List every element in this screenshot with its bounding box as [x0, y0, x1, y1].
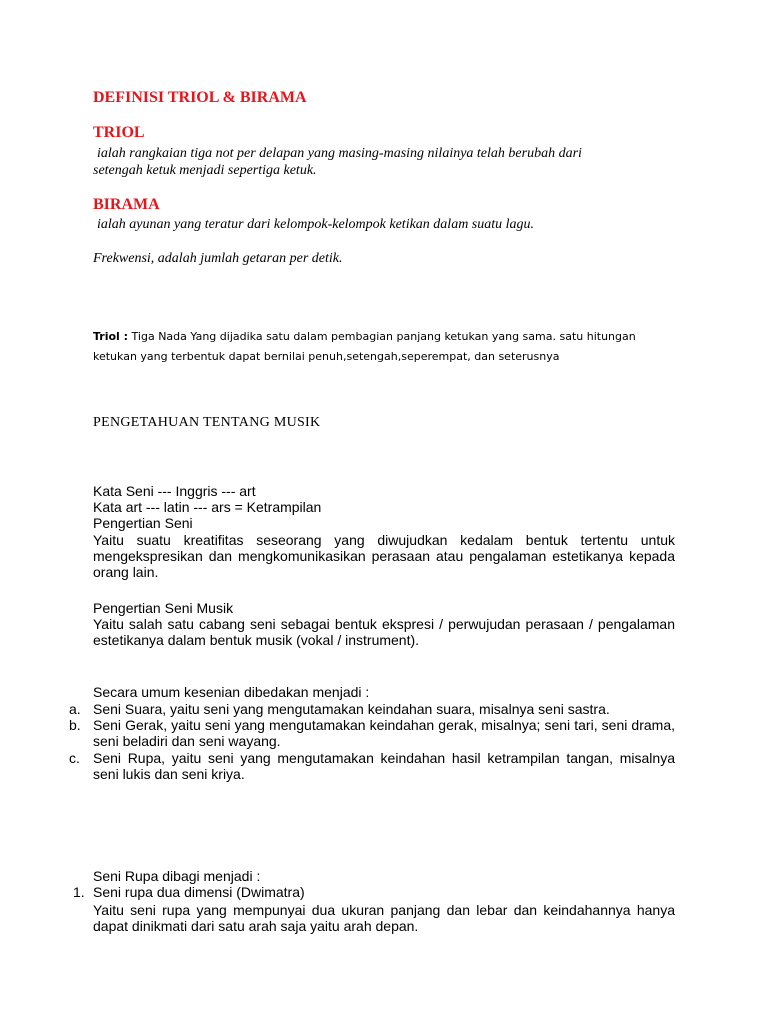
- list-marker: a.: [69, 701, 81, 717]
- triol-note-text1: Tiga Nada Yang dijadika satu dalam pembagian panjang ketukan yang sama. satu hitungan: [131, 330, 636, 343]
- list-marker: c.: [69, 750, 80, 766]
- list-marker: 1.: [73, 884, 85, 900]
- list-item-text: Seni Gerak, yaitu seni yang mengutamakan keindahan gerak, misalnya; seni tari, seni drama, seni beladiri dan seni wayang.: [93, 717, 675, 749]
- triol-note-line2: ketukan yang terbentuk dapat bernilai penuh,setengah,seperempat, dan seterusnya: [93, 350, 560, 363]
- kesenian-item-a: [69, 701, 675, 717]
- list-item-text: Seni Suara, yaitu seni yang mengutamakan keindahan suara, misalnya seni sastra.: [93, 701, 610, 717]
- triol-note-line1: [93, 327, 636, 347]
- birama-heading: BIRAMA: [93, 196, 160, 213]
- pengertian-seni-definition: Yaitu suatu kreatifitas seseorang yang diwujudkan kedalam bentuk tertentu untuk mengekspresikan dan mengkomunikasikan perasaan atau pengalaman estetikanya kepada orang lain.: [93, 532, 675, 580]
- seni-musik-title: Pengertian Seni Musik: [93, 600, 234, 616]
- triol-note-label: Triol :: [93, 330, 129, 343]
- birama-definition: ialah ayunan yang teratur dari kelompok-kelompok ketikan dalam suatu lagu.: [97, 217, 535, 232]
- kesenian-intro: Secara umum kesenian dibedakan menjadi :: [93, 684, 370, 700]
- seni-musik-definition: Yaitu salah satu cabang seni sebagai bentuk ekspresi / perwujudan perasaan / pengalaman estetikanya dalam bentuk musik (vokal / instrument).: [93, 616, 675, 648]
- triol-definition-line1: ialah rangkaian tiga not per delapan yang masing-masing nilainya telah berubah dari: [97, 146, 582, 161]
- kata-art-line: Kata art --- latin --- ars = Ketrampilan: [93, 499, 322, 515]
- kata-seni-line: Kata Seni --- Inggris --- art: [93, 483, 256, 499]
- seni-rupa-dwimatra-title: Seni rupa dua dimensi (Dwimatra): [93, 884, 305, 900]
- seni-rupa-intro: Seni Rupa dibagi menjadi :: [93, 868, 261, 884]
- list-marker: b.: [69, 717, 81, 733]
- frekwensi-definition: Frekwensi, adalah jumlah getaran per detik.: [93, 251, 343, 266]
- pengertian-seni-title: Pengertian Seni: [93, 515, 193, 531]
- seni-rupa-dwimatra-definition: Yaitu seni rupa yang mempunyai dua ukuran panjang dan lebar dan keindahannya hanya dapat dinikmati dari satu arah saja yaitu arah depan.: [93, 902, 675, 934]
- kesenian-item-c: [69, 750, 675, 782]
- kesenian-item-b: [69, 717, 675, 749]
- list-item-text: Seni Rupa, yaitu seni yang mengutamakan keindahan hasil ketrampilan tangan, misalnya seni lukis dan seni kriya.: [93, 750, 675, 782]
- triol-heading: TRIOL: [93, 124, 145, 141]
- document-title: DEFINISI TRIOL & BIRAMA: [93, 89, 307, 106]
- triol-definition-line2: setengah ketuk menjadi sepertiga ketuk.: [93, 163, 317, 178]
- music-section-heading: PENGETAHUAN TENTANG MUSIK: [93, 415, 321, 430]
